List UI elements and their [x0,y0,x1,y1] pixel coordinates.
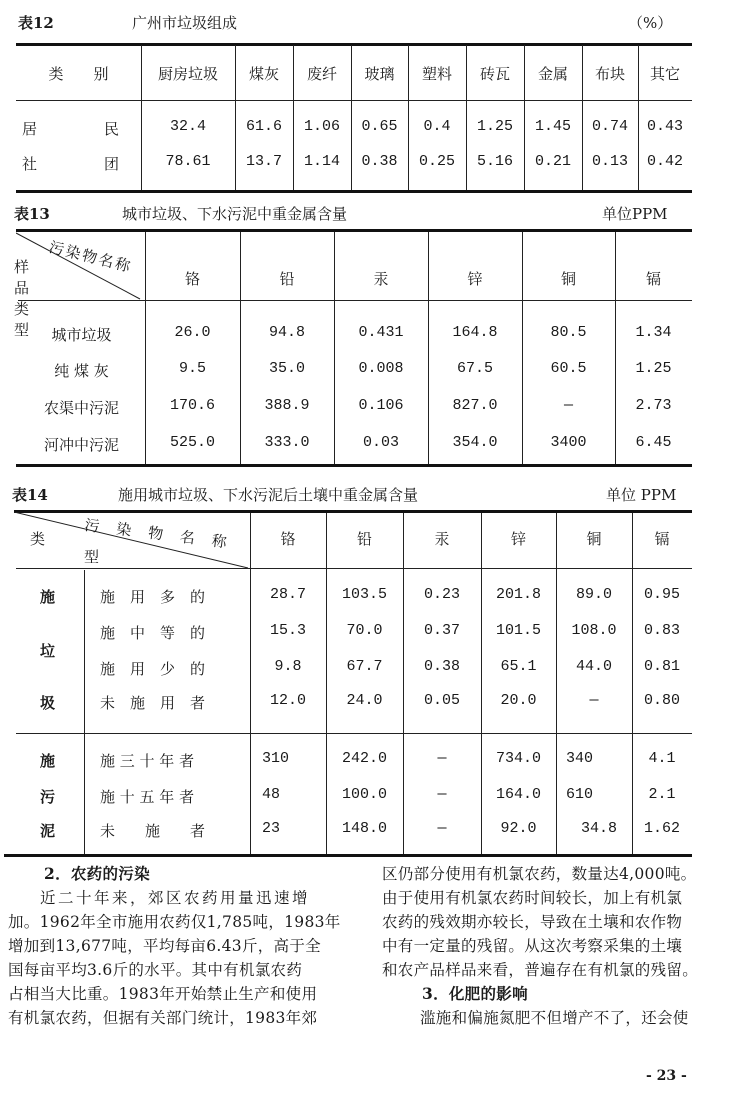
table-14-title: 施用城市垃圾、下水污泥后土壤中重金属含量 [118,486,419,504]
header-copper: 铜 [560,270,576,288]
header-copper: 铜 [586,530,602,548]
paragraph-line: 由于使用有机氯农药时间较长，加上有机氯 [382,889,683,907]
table-cell: 78.61 [165,153,211,170]
table-cell: 89.0 [575,586,612,603]
table-cell: 32.4 [169,118,206,135]
table-cell: 67.5 [456,360,493,377]
table-cell: 35.0 [268,360,305,377]
table-cell: 15.3 [269,622,306,639]
table-cell: 201.8 [495,586,541,603]
table-cell: 0.05 [423,692,460,709]
table-14-label: 表14 [12,486,48,504]
table-cell: — [589,692,599,709]
header-cadmium: 镉 [654,530,670,548]
group-label: 施 [40,752,56,770]
corner-top-label: 污染物名称 [47,237,135,276]
row-label: 施 十 五 年 者 [100,788,195,806]
col-divider [556,513,557,854]
paragraph-line: 农药的残效期亦较长，导致在土壤和农作物 [382,913,683,931]
paragraph-line: 国每亩平均3.6斤的水平。其中有机氯农药 [8,961,303,979]
table-cell: — [437,820,447,837]
table-cell: 48 [262,786,281,803]
table-cell: 9.8 [274,658,302,675]
table-cell: 1.34 [635,324,672,341]
table-cell: 0.80 [643,692,680,709]
table-12-bottom-rule [16,190,692,193]
table-cell: 0.65 [361,118,398,135]
table-cell: 103.5 [341,586,387,603]
header-metal: 金属 [537,65,568,83]
paragraph-line: 和农产品样品来看，普遍存在有机氯的残留。 [382,961,699,979]
col-divider [334,232,335,464]
table-cell: 23 [262,820,281,837]
col-divider [84,570,85,854]
table-cell: — [437,786,447,803]
table-cell: 3400 [550,434,587,451]
corner-left-label: 类 [30,530,46,548]
header-glass: 玻璃 [364,65,395,83]
table-cell: 0.38 [423,658,460,675]
table-12-top-rule [16,43,692,46]
table-cell: 80.5 [550,324,587,341]
table-cell: 1.06 [303,118,340,135]
table-cell: 60.5 [550,360,587,377]
table-14-bottom-rule [4,854,692,857]
header-chromium: 铬 [280,530,296,548]
table-cell: 20.0 [500,692,537,709]
row-label: 居 [22,120,38,138]
table-cell: 9.5 [178,360,206,377]
row-label: 纯 煤 灰 [54,362,109,380]
table-12-title: 广州市垃圾组成 [132,14,238,32]
table-cell: 333.0 [264,434,310,451]
row-label: 施 用 多 的 [100,588,206,606]
table-12-unit: （%） [628,14,673,32]
table-cell: 101.5 [495,622,541,639]
table-cell: 1.45 [534,118,571,135]
table-cell: 170.6 [169,397,215,414]
table-cell: 108.0 [571,622,617,639]
table-cell: 34.8 [580,820,617,837]
table-cell: 67.7 [346,658,383,675]
table-cell: 12.0 [269,692,306,709]
table-cell: 734.0 [495,750,541,767]
section-heading-fertilizer: 3．化肥的影响 [422,984,528,1003]
table-cell: 100.0 [341,786,387,803]
paragraph-line: 占相当大比重。1983年开始禁止生产和使用 [8,985,318,1003]
table-cell: 388.9 [264,397,310,414]
col-divider [145,232,146,464]
col-divider [522,232,523,464]
table-cell: 0.83 [643,622,680,639]
paragraph-line: 中有一定量的残留。从这次考察采集的土壤 [382,937,683,955]
table-cell: — [437,750,447,767]
table-cell: 6.45 [635,434,672,451]
row-label: 河冲中污泥 [43,436,119,454]
header-kitchen-waste: 厨房垃圾 [157,65,218,83]
table-cell: 0.43 [646,118,683,135]
row-label: 施 三 十 年 者 [100,752,195,770]
table-cell: 827.0 [452,397,498,414]
table-cell: 1.25 [635,360,672,377]
table-cell: 242.0 [341,750,387,767]
header-lead: 铅 [279,270,295,288]
table-12-label: 表12 [18,14,54,32]
corner-bottom-label: 样品类型 [14,258,30,339]
table-cell: 0.95 [643,586,680,603]
header-mercury: 汞 [373,270,389,288]
section-heading-pesticide: 2．农药的污染 [44,864,150,883]
table-cell: 0.008 [358,360,404,377]
col-divider [250,513,251,854]
table-cell: 525.0 [169,434,215,451]
table-cell: 164.0 [495,786,541,803]
table-cell: 0.13 [591,153,628,170]
group-label: 圾 [40,694,56,712]
table-13-unit: 单位PPM [602,205,668,223]
header-cadmium: 镉 [645,270,661,288]
header-mercury: 汞 [434,530,450,548]
table-cell: 0.431 [358,324,404,341]
header-cloth: 布块 [594,65,625,83]
row-label: 社 [22,155,38,173]
header-fiber: 废纤 [306,65,337,83]
col-divider [428,232,429,464]
table-13-bottom-rule [16,464,692,467]
row-label: 未 施 者 [100,822,206,840]
table-cell: 0.37 [423,622,460,639]
col-divider [615,232,616,464]
table-cell: 1.62 [643,820,680,837]
table-14-unit: 单位 PPM [606,486,677,504]
header-zinc: 锌 [510,530,526,548]
corner-top-label: 污 染 物 名 称 [83,515,229,552]
table-cell: 354.0 [452,434,498,451]
table-cell: 0.42 [646,153,683,170]
table-cell: 65.1 [500,658,537,675]
header-coal-ash: 煤灰 [248,65,279,83]
table-cell: 0.25 [418,153,455,170]
table-cell: 0.23 [423,586,460,603]
row-label: 团 [104,155,120,173]
table-13-title: 城市垃圾、下水污泥中重金属含量 [122,205,348,223]
paragraph-line: 有机氯农药，但据有关部门统计，1983年郊 [8,1009,318,1027]
paragraph-line: 滥施和偏施氮肥不但增产不了，还会使 [420,1009,689,1027]
group-label: 施 [40,588,56,606]
table-cell: 164.8 [452,324,498,341]
row-label: 城市垃圾 [51,326,112,344]
table-cell: 0.4 [423,118,451,135]
row-label: 施 中 等 的 [100,624,206,642]
paragraph-line: 加。1962年全市施用农药仅1,785吨，1983年 [8,913,341,931]
table-cell: 2.1 [648,786,676,803]
table-cell: 310 [262,750,290,767]
table-cell: 24.0 [346,692,383,709]
table-cell: 610 [566,786,594,803]
header-brick: 砖瓦 [479,65,510,83]
table-cell: 28.7 [269,586,306,603]
table-13-label: 表13 [14,205,50,223]
page-number: - 23 - [646,1068,687,1084]
header-category: 类 别 [48,65,109,83]
table-cell: 26.0 [174,324,211,341]
table-cell: 0.03 [362,434,399,451]
row-label: 施 用 少 的 [100,660,206,678]
table-cell: 0.38 [361,153,398,170]
table-cell: 70.0 [346,622,383,639]
group-label: 泥 [40,822,56,840]
row-label: 民 [104,120,120,138]
table-cell: 5.16 [476,153,513,170]
table-cell: — [563,397,573,414]
table-cell: 1.25 [476,118,513,135]
table-cell: 13.7 [245,153,282,170]
table-14-group-rule [16,733,692,734]
row-label: 未 施 用 者 [100,694,206,712]
table-cell: 0.81 [643,658,680,675]
paragraph-line: 增加到13,677吨，平均每亩6.43斤，高于全 [8,937,321,955]
table-cell: 94.8 [268,324,305,341]
paragraph-line: 近二十年来，郊区农药用量迅速增 [40,889,311,907]
table-cell: 4.1 [648,750,676,767]
paragraph-line: 区仍部分使用有机氯农药，数量达4,000吨。 [382,865,697,883]
table-cell: 92.0 [500,820,537,837]
table-12-header-rule [16,100,692,101]
table-cell: 340 [566,750,594,767]
header-chromium: 铬 [184,270,200,288]
corner-bottom-label: 型 [84,548,100,566]
header-zinc: 锌 [467,270,483,288]
header-lead: 铅 [356,530,372,548]
table-cell: 148.0 [341,820,387,837]
group-label: 垃 [40,642,56,660]
table-cell: 0.21 [534,153,571,170]
table-cell: 2.73 [635,397,672,414]
group-label: 污 [40,788,56,806]
col-divider [240,232,241,464]
table-cell: 0.74 [591,118,628,135]
table-cell: 1.14 [303,153,340,170]
table-cell: 44.0 [575,658,612,675]
header-plastic: 塑料 [421,65,452,83]
header-other: 其它 [649,65,680,83]
table-cell: 61.6 [245,118,282,135]
table-cell: 0.106 [358,397,404,414]
row-label: 农渠中污泥 [43,399,119,417]
